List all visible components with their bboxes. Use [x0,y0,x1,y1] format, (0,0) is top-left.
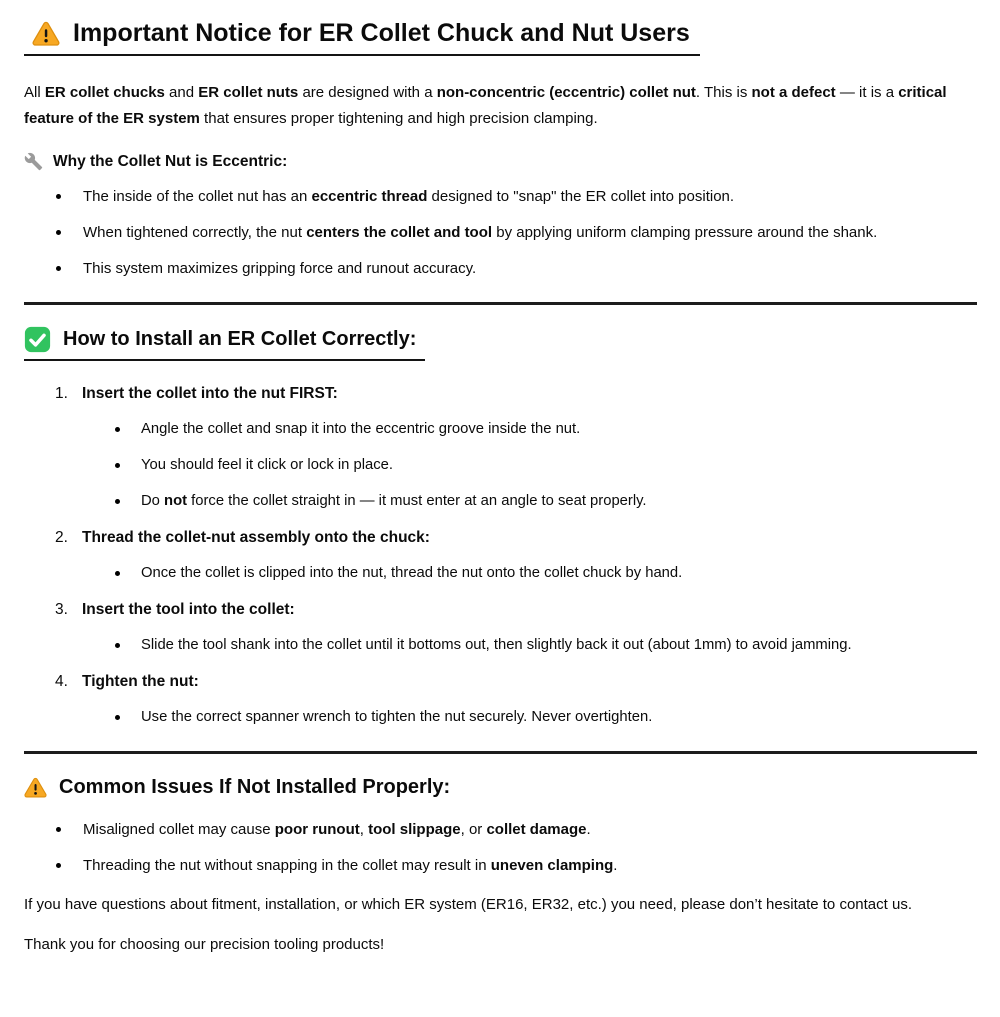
step-number: 2. [55,529,68,546]
bullet-dot [115,571,120,576]
wrench-icon [24,152,43,171]
install-step-3: 3. Insert the tool into the collet: [55,601,295,618]
bullet-dot [115,427,120,432]
issues-bullet-1: Misaligned collet may cause poor runout, tool slippage, or collet damage. [24,820,977,839]
install-section-heading [24,326,425,361]
section-divider [24,751,977,754]
install-step-3-bullet-1: Slide the tool shank into the collet until it bottoms out, then slightly back it out (about 1mm) to avoid jamming. [24,636,977,655]
bullet-dot [56,863,61,868]
intro-paragraph: All ER collet chucks and ER collet nuts are designed with a non-concentric (eccentric) collet nut. This is not a defect — it is a critical feature of the ER system that ensures proper tightening and high precision clamping. [24,84,947,127]
step-number: 3. [55,601,68,618]
install-step-1: 1. Insert the collet into the nut FIRST: [55,385,338,402]
bullet-dot [56,230,61,235]
why-bullet-1: The inside of the collet nut has an eccentric thread designed to "snap" the ER collet into position. [24,187,977,206]
bullet-dot [56,266,61,271]
step-number: 1. [55,385,68,402]
why-bullet-3: This system maximizes gripping force and runout accuracy. [24,259,977,278]
thanks-paragraph: Thank you for choosing our precision tooling products! [24,936,385,953]
issues-section-heading [24,775,977,800]
section-divider [24,302,977,305]
issues-section-title: Common Issues If Not Installed Properly: [59,776,451,798]
why-bullet-2: When tightened correctly, the nut centers the collet and tool by applying uniform clamping pressure around the shank. [24,223,977,242]
bullet-dot [56,194,61,199]
step-number: 4. [55,673,68,690]
page-title: Important Notice for ER Collet Chuck and Nut Users [73,19,690,47]
bullet-dot [115,715,120,720]
install-step-4: 4. Tighten the nut: [55,673,199,690]
check-icon [24,326,51,353]
why-section-heading [24,152,977,171]
contact-paragraph: If you have questions about fitment, installation, or which ER system (ER16, ER32, etc.) you need, please don’t hesitate to contact us. [24,896,912,913]
issues-bullet-2: Threading the nut without snapping in the collet may result in uneven clamping. [24,856,977,875]
install-step-2: 2. Thread the collet-nut assembly onto the chuck: [55,529,430,546]
why-section-title: Why the Collet Nut is Eccentric: [53,152,288,170]
warning-triangle-icon [32,21,60,46]
install-step-1-bullet-3: Do not force the collet straight in — it must enter at an angle to seat properly. [24,492,977,511]
bullet-dot [56,827,61,832]
bullet-dot [115,499,120,504]
install-step-4-bullet-1: Use the correct spanner wrench to tighten the nut securely. Never overtighten. [24,708,977,727]
bullet-dot [115,643,120,648]
install-section-title: How to Install an ER Collet Correctly: [63,328,417,350]
bullet-dot [115,463,120,468]
install-step-1-bullet-1: Angle the collet and snap it into the eccentric groove inside the nut. [24,420,977,439]
main-heading [24,16,700,56]
install-step-1-bullet-2: You should feel it click or lock in place. [24,456,977,475]
warning-triangle-icon [24,777,47,798]
install-step-2-bullet-1: Once the collet is clipped into the nut, thread the nut onto the collet chuck by hand. [24,564,977,583]
